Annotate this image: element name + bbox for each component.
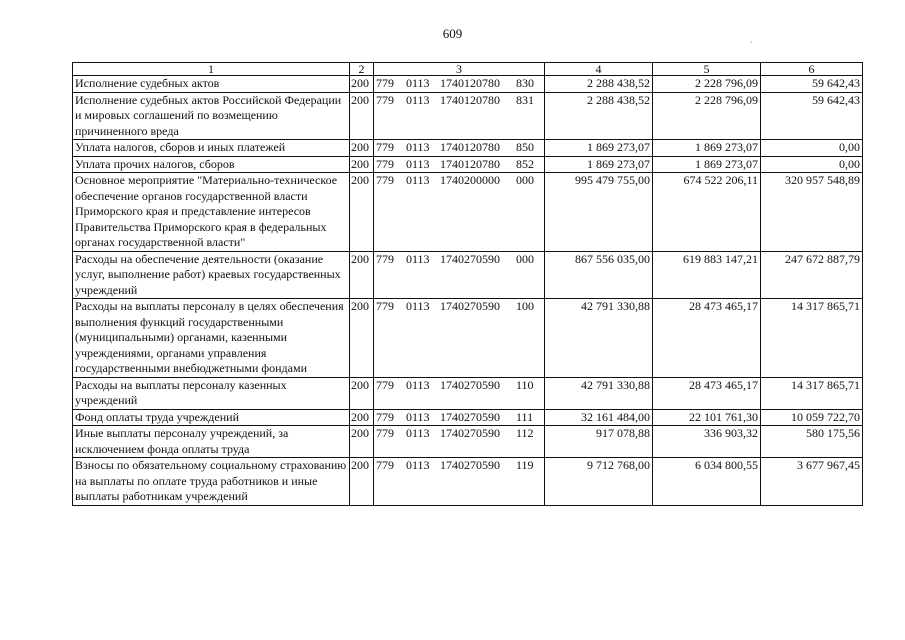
row-col-3 — [374, 173, 545, 252]
row-name: Расходы на выплаты персоналу в целях обеспечения выполнения функций государственными (муниципальными) органами, казенными учреждениями, органами управления государственными внебюджетными фондами — [73, 299, 350, 378]
row-col-2: 200 — [350, 76, 374, 93]
code-section: 0113 — [406, 251, 430, 266]
row-col-4: 1 869 273,07 — [545, 140, 653, 157]
row-col-2: 200 — [350, 251, 374, 299]
row-col-3 — [374, 140, 545, 157]
table-row — [73, 156, 863, 173]
row-col-3 — [374, 251, 545, 299]
table-row — [73, 377, 863, 409]
page-number: 609 — [442, 26, 463, 41]
row-col-6: 320 957 548,89 — [761, 173, 863, 252]
code-type: 000 — [516, 251, 534, 266]
row-col-5: 6 034 800,55 — [653, 458, 761, 506]
row-name: Исполнение судебных актов — [73, 76, 350, 93]
row-col-6: 10 059 722,70 — [761, 409, 863, 426]
code-type: 852 — [516, 156, 534, 171]
row-col-6: 580 175,56 — [761, 426, 863, 458]
code-section: 0113 — [406, 173, 430, 187]
row-name: Уплата прочих налогов, сборов — [73, 156, 350, 173]
code-admin: 779 — [376, 173, 394, 187]
header-col-1: 1 — [73, 63, 350, 76]
table-row — [73, 251, 863, 299]
code-type: 112 — [516, 426, 534, 440]
code-admin: 779 — [376, 458, 394, 472]
row-col-3 — [374, 92, 545, 140]
header-col-4: 4 — [545, 63, 653, 76]
row-col-5: 1 869 273,07 — [653, 140, 761, 157]
row-col-5: 619 883 147,21 — [653, 251, 761, 299]
row-col-4: 9 712 768,00 — [545, 458, 653, 506]
row-col-4: 2 288 438,52 — [545, 92, 653, 140]
code-section: 0113 — [406, 156, 430, 171]
row-col-6: 14 317 865,71 — [761, 377, 863, 409]
code-admin: 779 — [376, 140, 394, 154]
code-target: 1740270590 — [440, 251, 500, 266]
row-col-2: 200 — [350, 92, 374, 140]
code-admin: 779 — [376, 426, 394, 440]
code-type: 110 — [516, 377, 534, 392]
code-section: 0113 — [406, 426, 430, 440]
code-type: 000 — [516, 173, 534, 187]
code-section: 0113 — [406, 140, 430, 154]
code-admin: 779 — [376, 76, 394, 90]
row-col-5: 22 101 761,30 — [653, 409, 761, 426]
table-row — [73, 299, 863, 378]
row-col-6: 247 672 887,79 — [761, 251, 863, 299]
code-target: 1740270590 — [440, 377, 500, 392]
row-col-2: 200 — [350, 156, 374, 173]
row-col-6: 59 642,43 — [761, 76, 863, 93]
code-admin: 779 — [376, 299, 394, 313]
code-target: 1740270590 — [440, 458, 500, 472]
row-col-3 — [374, 76, 545, 93]
row-col-4: 42 791 330,88 — [545, 377, 653, 409]
row-col-4: 995 479 755,00 — [545, 173, 653, 252]
row-name: Взносы по обязательному социальному страхованию на выплаты по оплате труда работников и иные выплаты работникам учреждений — [73, 458, 350, 506]
code-target: 1740120780 — [440, 92, 500, 107]
row-col-6: 3 677 967,45 — [761, 458, 863, 506]
code-type: 119 — [516, 458, 534, 472]
row-col-3 — [374, 377, 545, 409]
code-admin: 779 — [376, 377, 394, 392]
code-type: 831 — [516, 92, 534, 107]
row-col-2: 200 — [350, 173, 374, 252]
table-row — [73, 458, 863, 506]
row-col-4: 917 078,88 — [545, 426, 653, 458]
row-col-6: 59 642,43 — [761, 92, 863, 140]
row-col-5: 2 228 796,09 — [653, 76, 761, 93]
code-admin: 779 — [376, 409, 394, 424]
scan-speck: · — [750, 38, 753, 47]
row-name: Основное мероприятие "Материально-техническое обеспечение органов государственной власти Приморского края и представление интересов Правительства Приморского края в федеральных органах государственной власти" — [73, 173, 350, 252]
table-row — [73, 140, 863, 157]
budget-table — [72, 62, 863, 506]
row-col-2: 200 — [350, 140, 374, 157]
row-col-2: 200 — [350, 458, 374, 506]
code-target: 1740120780 — [440, 140, 500, 154]
row-col-6: 0,00 — [761, 140, 863, 157]
code-admin: 779 — [376, 156, 394, 171]
row-col-5: 336 903,32 — [653, 426, 761, 458]
header-col-5: 5 — [653, 63, 761, 76]
row-col-4: 2 288 438,52 — [545, 76, 653, 93]
row-name: Расходы на выплаты персоналу казенных учреждений — [73, 377, 350, 409]
header-col-3: 3 — [374, 63, 545, 76]
row-col-5: 1 869 273,07 — [653, 156, 761, 173]
header-row — [73, 63, 863, 76]
code-section: 0113 — [406, 409, 430, 424]
row-name: Иные выплаты персоналу учреждений, за исключением фонда оплаты труда — [73, 426, 350, 458]
row-col-4: 32 161 484,00 — [545, 409, 653, 426]
code-target: 1740120780 — [440, 76, 500, 90]
row-name: Расходы на обеспечение деятельности (оказание услуг, выполнение работ) краевых государственных учреждений — [73, 251, 350, 299]
code-admin: 779 — [376, 251, 394, 266]
row-col-5: 28 473 465,17 — [653, 299, 761, 378]
row-col-2: 200 — [350, 426, 374, 458]
row-name: Исполнение судебных актов Российской Федерации и мировых соглашений по возмещению причиненного вреда — [73, 92, 350, 140]
header-col-2: 2 — [350, 63, 374, 76]
row-col-6: 14 317 865,71 — [761, 299, 863, 378]
row-col-4: 42 791 330,88 — [545, 299, 653, 378]
row-col-5: 674 522 206,11 — [653, 173, 761, 252]
row-col-3 — [374, 299, 545, 378]
code-target: 1740200000 — [440, 173, 500, 187]
code-type: 850 — [516, 140, 534, 154]
row-col-3 — [374, 156, 545, 173]
header-col-6: 6 — [761, 63, 863, 76]
row-name: Уплата налогов, сборов и иных платежей — [73, 140, 350, 157]
table-row — [73, 426, 863, 458]
row-col-2: 200 — [350, 409, 374, 426]
code-target: 1740270590 — [440, 426, 500, 440]
row-name: Фонд оплаты труда учреждений — [73, 409, 350, 426]
row-col-2: 200 — [350, 299, 374, 378]
row-col-3 — [374, 409, 545, 426]
table-row — [73, 173, 863, 252]
row-col-3 — [374, 458, 545, 506]
code-type: 100 — [516, 299, 534, 313]
code-target: 1740270590 — [440, 299, 500, 313]
code-section: 0113 — [406, 377, 430, 392]
table-row — [73, 92, 863, 140]
row-col-5: 28 473 465,17 — [653, 377, 761, 409]
code-section: 0113 — [406, 76, 430, 90]
code-type: 111 — [516, 409, 534, 424]
row-col-5: 2 228 796,09 — [653, 92, 761, 140]
row-col-3 — [374, 426, 545, 458]
row-col-4: 1 869 273,07 — [545, 156, 653, 173]
code-section: 0113 — [406, 458, 430, 472]
code-target: 1740120780 — [440, 156, 500, 171]
row-col-4: 867 556 035,00 — [545, 251, 653, 299]
code-target: 1740270590 — [440, 409, 500, 424]
table-row — [73, 409, 863, 426]
row-col-2: 200 — [350, 377, 374, 409]
code-type: 830 — [516, 76, 534, 90]
row-col-6: 0,00 — [761, 156, 863, 173]
code-admin: 779 — [376, 92, 394, 107]
code-section: 0113 — [406, 299, 430, 313]
table-row — [73, 76, 863, 93]
code-section: 0113 — [406, 92, 430, 107]
